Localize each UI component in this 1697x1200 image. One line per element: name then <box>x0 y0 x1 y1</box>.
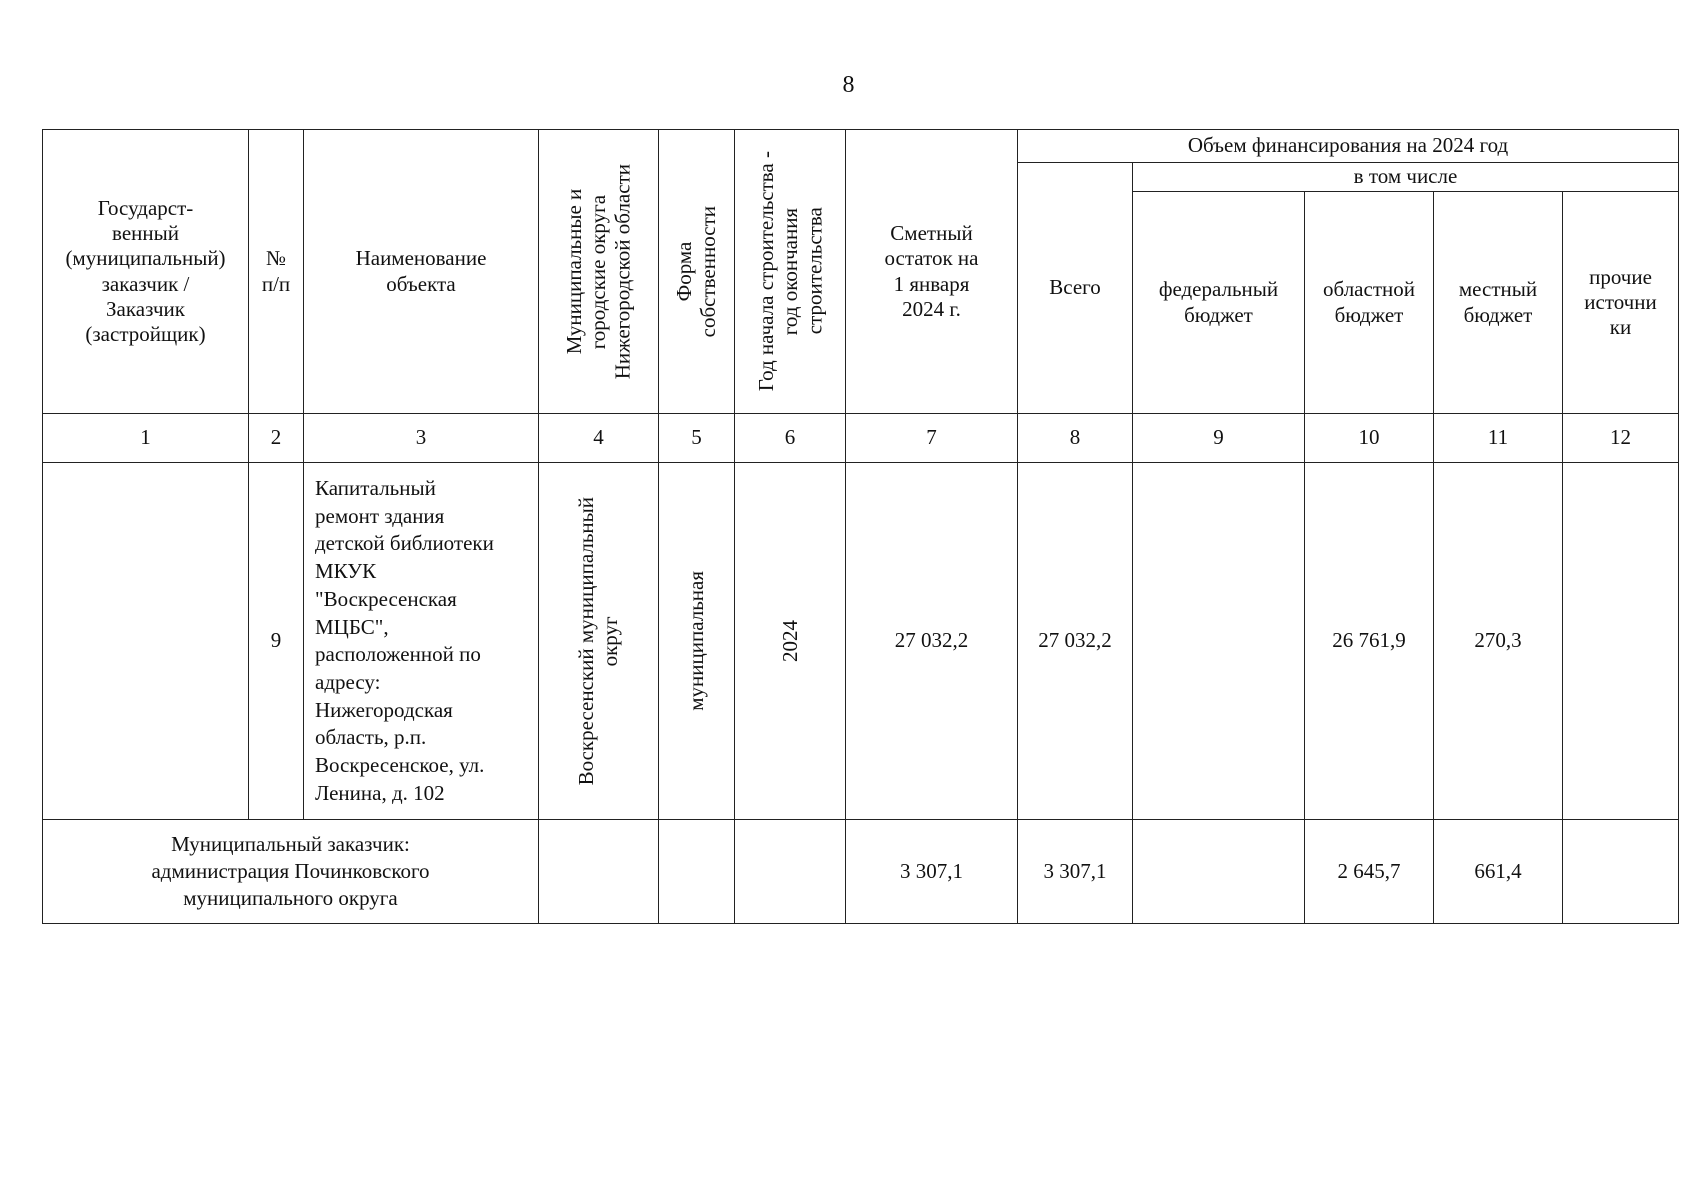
row-district: Воскресенский муниципальный округ <box>539 463 659 820</box>
row-number: 9 <box>249 463 304 820</box>
column-number: 8 <box>1018 414 1133 463</box>
header-financing-group: Объем финансирования на 2024 год <box>1018 130 1679 163</box>
table-row <box>43 463 1679 820</box>
column-number: 9 <box>1133 414 1305 463</box>
column-number: 4 <box>539 414 659 463</box>
row-regional: 26 761,9 <box>1305 463 1434 820</box>
row-estimate-balance: 27 032,2 <box>846 463 1018 820</box>
column-number: 3 <box>304 414 539 463</box>
header-district: Муниципальные и городские округа Нижегородской области <box>539 130 659 414</box>
summary-estimate-balance: 3 307,1 <box>846 820 1018 924</box>
summary-local: 661,4 <box>1434 820 1563 924</box>
summary-other <box>1563 820 1679 924</box>
row-other <box>1563 463 1679 820</box>
header-object-name: Наименование объекта <box>304 130 539 414</box>
column-number: 7 <box>846 414 1018 463</box>
row-years: 2024 <box>735 463 846 820</box>
column-numbers-row <box>43 414 1679 463</box>
header-years: Год начала строительства - год окончания строительства <box>735 130 846 414</box>
header-other: прочие источни ки <box>1563 192 1679 414</box>
column-number: 12 <box>1563 414 1679 463</box>
column-number: 10 <box>1305 414 1434 463</box>
page-number: 8 <box>842 72 855 98</box>
row-total: 27 032,2 <box>1018 463 1133 820</box>
header-ownership: Форма собственности <box>659 130 735 414</box>
header-federal: федеральный бюджет <box>1133 192 1305 414</box>
summary-row <box>43 820 1679 924</box>
column-number: 6 <box>735 414 846 463</box>
header-number: № п/п <box>249 130 304 414</box>
column-number: 2 <box>249 414 304 463</box>
column-number: 5 <box>659 414 735 463</box>
row-customer <box>43 463 249 820</box>
header-row-1 <box>43 130 1679 163</box>
row-object-name: Капитальный ремонт здания детской библиотеки МКУК "Воскресенская МЦБС", расположенной по адресу: Нижегородская область, р.п. Воскресенское, ул. Ленина, д. 102 <box>304 463 539 820</box>
row-ownership: муниципальная <box>659 463 735 820</box>
summary-district <box>539 820 659 924</box>
summary-ownership <box>659 820 735 924</box>
column-number: 11 <box>1434 414 1563 463</box>
header-regional: областной бюджет <box>1305 192 1434 414</box>
header-estimate-balance: Сметный остаток на 1 января 2024 г. <box>846 130 1018 414</box>
row-federal <box>1133 463 1305 820</box>
summary-federal <box>1133 820 1305 924</box>
header-including: в том числе <box>1133 163 1679 192</box>
capital-construction-table <box>42 129 1679 924</box>
header-customer: Государст- венный (муниципальный) заказчик / Заказчик (застройщик) <box>43 130 249 414</box>
row-local: 270,3 <box>1434 463 1563 820</box>
header-local: местный бюджет <box>1434 192 1563 414</box>
column-number: 1 <box>43 414 249 463</box>
summary-label: Муниципальный заказчик: администрация Починковского муниципального округа <box>43 820 539 924</box>
summary-total: 3 307,1 <box>1018 820 1133 924</box>
header-total: Всего <box>1018 163 1133 414</box>
summary-years <box>735 820 846 924</box>
summary-regional: 2 645,7 <box>1305 820 1434 924</box>
